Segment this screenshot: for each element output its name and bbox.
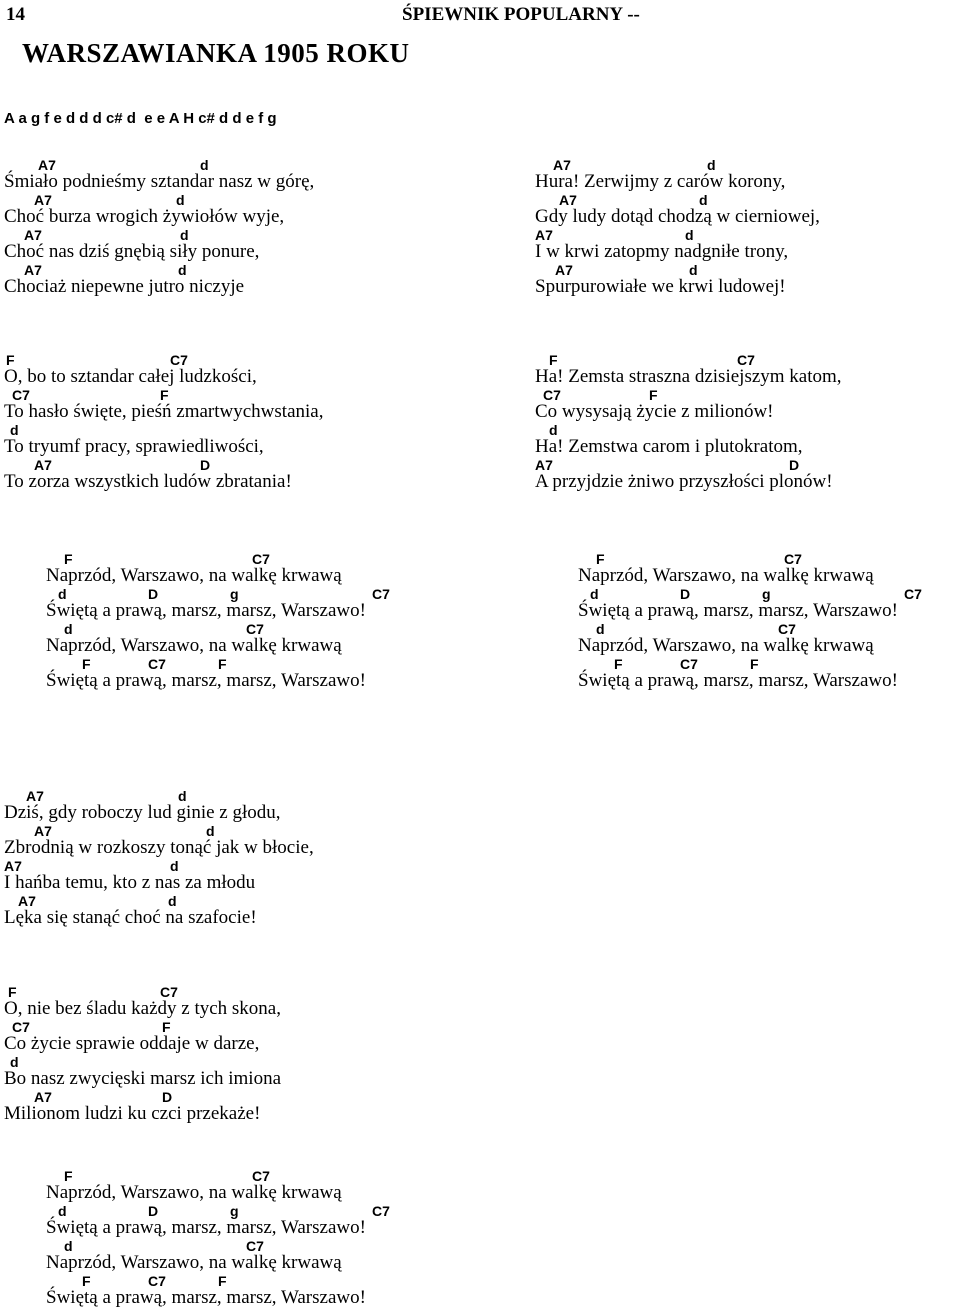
chord: d xyxy=(58,1203,67,1219)
chord: A7 xyxy=(26,788,44,804)
chord: F xyxy=(64,551,73,567)
chord: C7 xyxy=(904,586,922,602)
chord: d xyxy=(170,858,179,874)
lyric-line: I w krwi zatopmy nadgniłe trony, xyxy=(535,241,789,262)
chord: F xyxy=(649,387,658,403)
chord: D xyxy=(148,586,159,602)
chord: d xyxy=(206,823,215,839)
lyric-line: Naprzód, Warszawo, na walkę krwawą xyxy=(46,1252,342,1273)
chord: d xyxy=(168,893,177,909)
chord: d xyxy=(685,227,694,243)
chord: C7 xyxy=(160,984,178,1000)
chord: A7 xyxy=(34,192,52,208)
chord: d xyxy=(10,422,19,438)
lyric-line: Spurpurowiałe we krwi ludowej! xyxy=(535,276,786,297)
chord: F xyxy=(160,387,169,403)
chord: C7 xyxy=(148,656,166,672)
chord: d xyxy=(200,157,209,173)
lyric-line: A przyjdzie żniwo przyszłości plonów! xyxy=(535,471,833,492)
chord: d xyxy=(596,621,605,637)
chord: F xyxy=(6,352,15,368)
lyric-line: Naprzód, Warszawo, na walkę krwawą xyxy=(578,635,874,656)
lyric-line: Świętą a prawą, marsz, marsz, Warszawo! xyxy=(46,670,366,691)
lyric-line: To hasło święte, pieśń zmartwychwstania, xyxy=(4,401,324,422)
chord: A7 xyxy=(559,192,577,208)
lyric-line: To zorza wszystkich ludów zbratania! xyxy=(4,471,292,492)
song-title: WARSZAWIANKA 1905 ROKU xyxy=(22,38,410,68)
lyric-line: Chociaż niepewne jutro niczyje xyxy=(4,276,245,297)
chord: C7 xyxy=(148,1273,166,1289)
chord: C7 xyxy=(543,387,561,403)
chord: F xyxy=(64,1168,73,1184)
chord: F xyxy=(596,551,605,567)
lyric-line: Milionom ludzi ku czci przekaże! xyxy=(4,1103,261,1124)
lyric-line: Naprzód, Warszawo, na walkę krwawą xyxy=(46,565,342,586)
chord: d xyxy=(58,586,67,602)
melody-notes: A a g f e d d d c# d e e A H c# d d e f g xyxy=(4,110,277,127)
lyric-line: Śmiało podnieśmy sztandar nasz w górę, xyxy=(4,171,315,192)
chord: D xyxy=(148,1203,159,1219)
lyric-line: O, bo to sztandar całej ludzkości, xyxy=(4,366,257,387)
chord: d xyxy=(178,788,187,804)
lyric-line: Dziś, gdy roboczy lud ginie z głodu, xyxy=(4,802,281,823)
lyric-line: Zbrodnią w rozkoszy tonąć jak w błocie, xyxy=(4,837,314,858)
chord: d xyxy=(180,227,189,243)
chord: C7 xyxy=(12,387,30,403)
chord: A7 xyxy=(34,457,52,473)
lyric-line: I hańba temu, kto z nas za młodu xyxy=(4,872,256,893)
chord: A7 xyxy=(535,457,553,473)
chord: d xyxy=(176,192,185,208)
lyric-line: Choć nas dziś gnębią siły ponure, xyxy=(4,241,260,262)
chord: d xyxy=(707,157,716,173)
chord: C7 xyxy=(784,551,802,567)
lyric-line: Naprzód, Warszawo, na walkę krwawą xyxy=(46,635,342,656)
chord: A7 xyxy=(24,262,42,278)
lyric-line: Ha! Zemstwa carom i plutokratom, xyxy=(535,436,803,457)
chord: g xyxy=(762,586,771,602)
chord: F xyxy=(614,656,623,672)
chord: F xyxy=(82,656,91,672)
lyric-line: Świętą a prawą, marsz, marsz, Warszawo! xyxy=(578,670,898,691)
chord: d xyxy=(64,621,73,637)
lyric-line: Bo nasz zwycięski marsz ich imiona xyxy=(4,1068,282,1089)
lyric-line: Choć burza wrogich żywiołów wyje, xyxy=(4,206,285,227)
chord: D xyxy=(680,586,691,602)
chord: d xyxy=(590,586,599,602)
chord: C7 xyxy=(737,352,755,368)
chord: d xyxy=(689,262,698,278)
lyric-line: Co wysysają życie z milionów! xyxy=(535,401,774,422)
chord: C7 xyxy=(170,352,188,368)
chord: A7 xyxy=(34,1089,52,1105)
chord: g xyxy=(230,586,239,602)
chord: A7 xyxy=(24,227,42,243)
lyric-line: Naprzód, Warszawo, na walkę krwawą xyxy=(46,1182,342,1203)
chord: F xyxy=(218,1273,227,1289)
chord: C7 xyxy=(372,1203,390,1219)
chord: A7 xyxy=(34,823,52,839)
chord: F xyxy=(82,1273,91,1289)
chord: C7 xyxy=(12,1019,30,1035)
lyric-line: Świętą a prawą, marsz, marsz, Warszawo! xyxy=(46,1217,366,1238)
page-number: 14 xyxy=(6,4,25,25)
lyric-line: Lęka się stanąć choć na szafocie! xyxy=(4,907,257,928)
lyric-line: Świętą a prawą, marsz, marsz, Warszawo! xyxy=(46,600,366,621)
chord: A7 xyxy=(4,858,22,874)
chord: D xyxy=(789,457,800,473)
chord: g xyxy=(230,1203,239,1219)
chord: C7 xyxy=(246,621,264,637)
chord: C7 xyxy=(372,586,390,602)
chord: F xyxy=(549,352,558,368)
chord: D xyxy=(200,457,211,473)
lyric-line: Hura! Zerwijmy z carów korony, xyxy=(535,171,786,192)
lyric-line: Naprzód, Warszawo, na walkę krwawą xyxy=(578,565,874,586)
chord: C7 xyxy=(778,621,796,637)
chord: C7 xyxy=(246,1238,264,1254)
chord: d xyxy=(10,1054,19,1070)
lyric-line: Gdy ludy dotąd chodzą w cierniowej, xyxy=(535,206,820,227)
chord: A7 xyxy=(38,157,56,173)
chord: C7 xyxy=(252,1168,270,1184)
chord: A7 xyxy=(555,262,573,278)
lyric-line: Świętą a prawą, marsz, marsz, Warszawo! xyxy=(46,1287,366,1308)
lyric-line: To tryumf pracy, sprawiedliwości, xyxy=(4,436,264,457)
lyric-line: O, nie bez śladu każdy z tych skona, xyxy=(4,998,281,1019)
songbook-header-title: ŚPIEWNIK POPULARNY -- xyxy=(402,4,640,25)
lyric-line: Świętą a prawą, marsz, marsz, Warszawo! xyxy=(578,600,898,621)
chord: F xyxy=(8,984,17,1000)
chord: d xyxy=(549,422,558,438)
chord: F xyxy=(162,1019,171,1035)
lyric-line: Co życie sprawie oddaje w darze, xyxy=(4,1033,260,1054)
chord: A7 xyxy=(18,893,36,909)
chord: F xyxy=(218,656,227,672)
chord: A7 xyxy=(553,157,571,173)
chord: d xyxy=(64,1238,73,1254)
chord: d xyxy=(699,192,708,208)
chord: C7 xyxy=(252,551,270,567)
chord: D xyxy=(162,1089,173,1105)
chord: C7 xyxy=(680,656,698,672)
chord: F xyxy=(750,656,759,672)
chord: A7 xyxy=(535,227,553,243)
chord: d xyxy=(178,262,187,278)
lyric-line: Ha! Zemsta straszna dzisiejszym katom, xyxy=(535,366,842,387)
